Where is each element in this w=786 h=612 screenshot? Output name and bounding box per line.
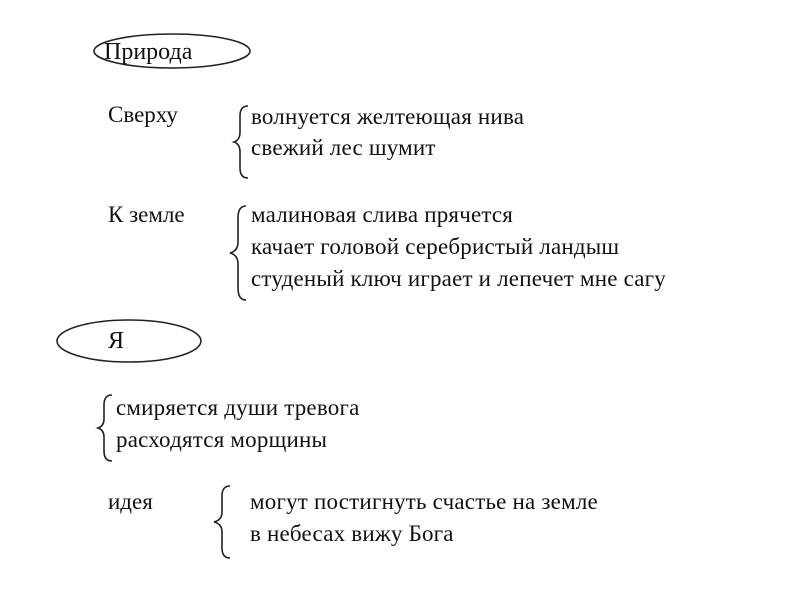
idea-label: идея xyxy=(108,489,153,514)
self-title: Я xyxy=(108,328,125,354)
text-line: могут постигнуть счастье на земле xyxy=(250,489,598,514)
brace-earth xyxy=(230,204,252,302)
brace-self xyxy=(98,393,118,463)
text-line: в небесах вижу Бога xyxy=(250,521,454,546)
text-line: качает головой серебристый ландыш xyxy=(251,234,620,259)
group-label-earth: К земле xyxy=(108,202,185,227)
text-line: студеный ключ играет и лепечет мне сагу xyxy=(251,266,666,291)
text-line: расходятся морщины xyxy=(116,427,328,452)
text-line: смиряется души тревога xyxy=(116,395,360,420)
brace-idea xyxy=(214,484,236,560)
group-label-top: Сверху xyxy=(108,102,178,127)
text-line: малиновая слива прячется xyxy=(251,202,514,227)
nature-title: Природа xyxy=(104,39,193,65)
self-oval-shape xyxy=(55,318,205,368)
text-line: свежий лес шумит xyxy=(251,135,436,160)
text-line: волнуется желтеющая нива xyxy=(251,104,525,129)
